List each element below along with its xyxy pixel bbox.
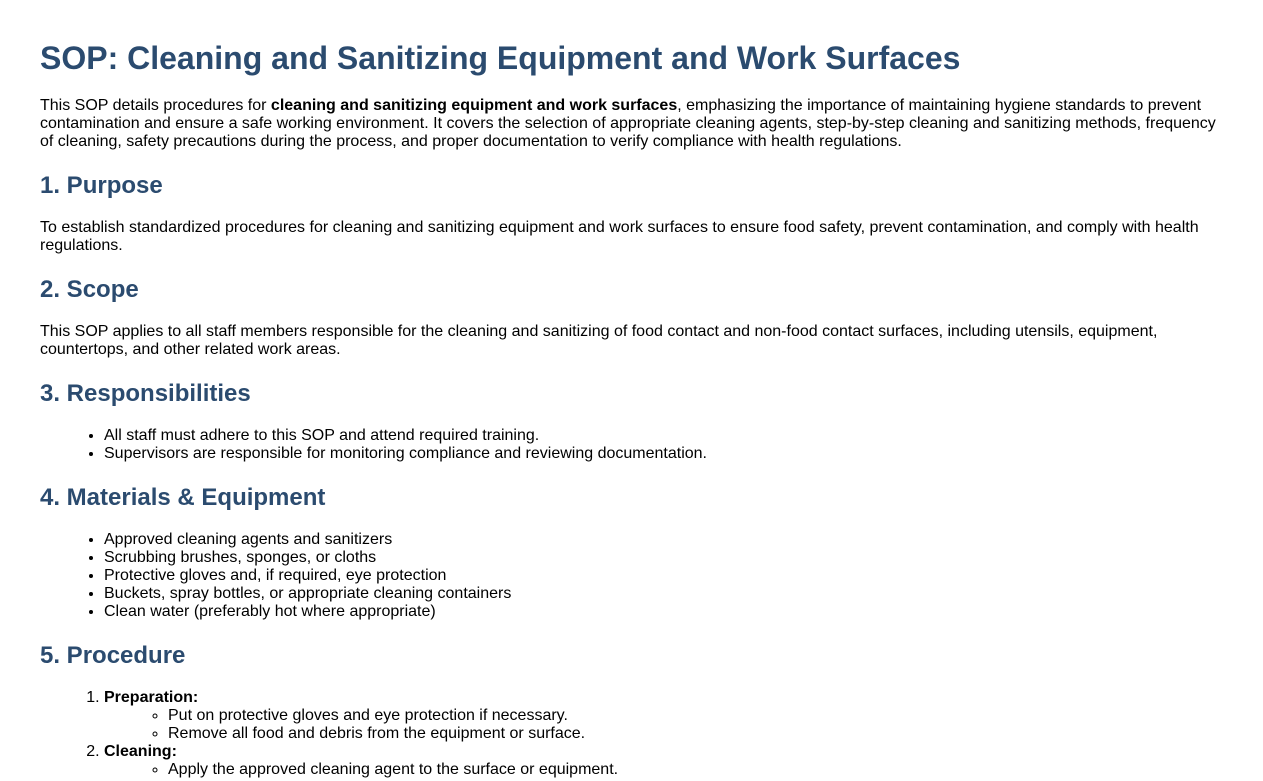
materials-list	[104, 531, 1204, 621]
list-item: • Clean water (preferably hot where appropriate)	[104, 603, 1204, 621]
list-item: ◦ Apply the approved cleaning agent to the surface or equipment.	[168, 761, 1204, 779]
list-item: ◦ Put on protective gloves and eye protection if necessary.	[168, 707, 1204, 725]
list-item: • Supervisors are responsible for monitoring compliance and reviewing documentation.	[104, 445, 1204, 463]
intro-paragraph	[40, 97, 1223, 151]
list-item: • Protective gloves and, if required, eye protection	[104, 567, 1204, 585]
list-item: • Buckets, spray bottles, or appropriate cleaning containers	[104, 585, 1204, 603]
intro-text-bold: cleaning and sanitizing equipment and work surfaces	[270, 97, 678, 114]
procedure-step	[104, 689, 1204, 743]
step-label: Preparation:	[104, 689, 199, 706]
section-heading-procedure: 5. Procedure	[40, 642, 186, 669]
section-heading-responsibilities: 3. Responsibilities	[40, 380, 251, 407]
procedure-steps	[104, 689, 1204, 779]
step-substeps	[168, 707, 1204, 743]
page-title: SOP: Cleaning and Sanitizing Equipment and Work Surfaces	[40, 40, 961, 76]
step-label: Cleaning:	[104, 743, 177, 760]
intro-text-before: This SOP details procedures for	[40, 97, 271, 114]
step-substeps	[168, 761, 1204, 779]
section-heading-materials: 4. Materials & Equipment	[40, 484, 326, 511]
list-item: • Approved cleaning agents and sanitizers	[104, 531, 1204, 549]
purpose-text: To establish standardized procedures for cleaning and sanitizing equipment and work surfaces to ensure food safety, prevent contamination, and comply with health regulations.	[40, 219, 1199, 254]
procedure-step	[104, 743, 1204, 779]
intro-text-after: , emphasizing the importance of maintaining hygiene standards to prevent contamination and ensure a safe working environment. It covers the selection of appropriate cleaning agents, step-by-step cleaning and sanitizing methods, frequency of cleaning, safety precautions during the process, and proper documentation to verify compliance with health regulations.	[40, 97, 1216, 150]
responsibilities-list	[104, 427, 1204, 463]
list-item: ◦ Remove all food and debris from the equipment or surface.	[168, 725, 1204, 743]
section-heading-purpose: 1. Purpose	[40, 172, 163, 199]
list-item: • Scrubbing brushes, sponges, or cloths	[104, 549, 1204, 567]
section-heading-scope: 2. Scope	[40, 276, 139, 303]
scope-text: This SOP applies to all staff members responsible for the cleaning and sanitizing of food contact and non-food contact surfaces, including utensils, equipment, countertops, and other related work areas.	[40, 323, 1158, 358]
list-item: • All staff must adhere to this SOP and attend required training.	[104, 427, 1204, 445]
